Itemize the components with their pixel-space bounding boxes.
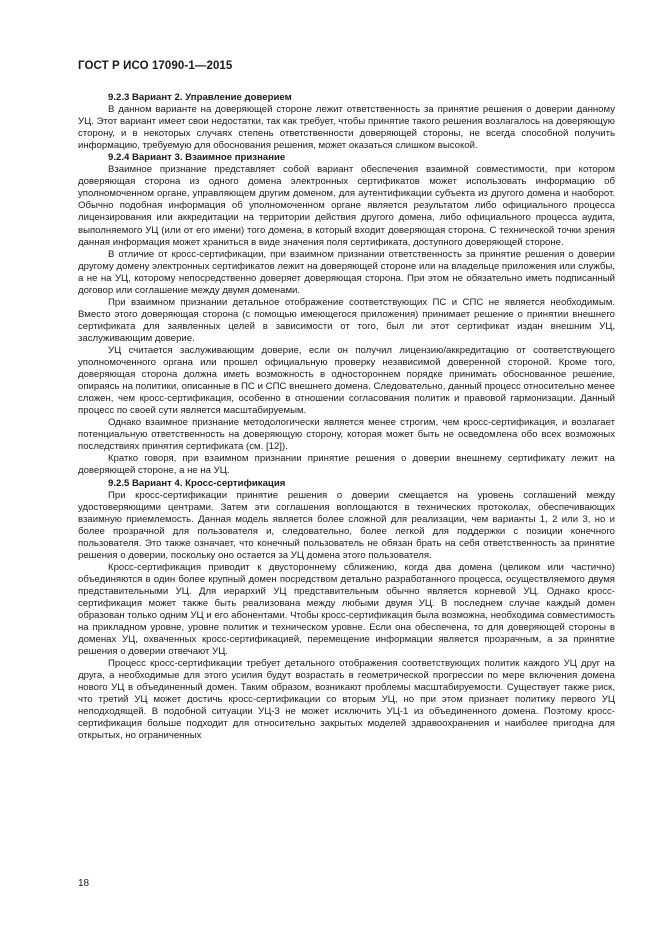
section-heading: 9.2.4 Вариант 3. Взаимное признание xyxy=(108,152,286,164)
body-paragraph: Однако взаимное признание методологически является менее строгим, чем кросс-сертификация, и возлагает потенциальную ответственность на доверяющую сторону, которая может быть не осведомлена обо всех возможных последствиях принятия сертификата (см. [12]). xyxy=(78,417,615,453)
body-paragraph: В данном варианте на доверяющей стороне лежит ответственность за принятие решения о доверии данному УЦ. Этот вариант имеет свои недостатки, так как требует, чтобы принятие такого решения возлагалось на доверяющую сторону, и в некоторых случаях степень ответственности доверяющей стороны, не всегда способной получить информацию, требуемую для обоснования решения, может оказаться слишком высокой. xyxy=(78,104,615,152)
document-header: ГОСТ Р ИСО 17090-1—2015 xyxy=(78,60,233,72)
page-number: 18 xyxy=(78,878,90,889)
body-paragraph: Кросс-сертификация приводит к двустороннему сближению, когда два домена (целиком или частично) объединяются в один более крупный домен посредством детально разработанного процесса, осуществляемого двумя представительными УЦ. Для иерархий УЦ представительным обычно является корневой УЦ. Однако кросс-сертификация может также быть реализована между любыми двумя УЦ. В последнем случае каждый домен образован только одним УЦ и его абонентами. Чтобы кросс-сертификация была возможна, необходима совместимость на прикладном уровне, уровне политик и техническом уровне. Если она обеспечена, то для доверяющей стороны в доменах УЦ, охваченных кросс-сертификацией, перемещение информации является прозрачным, а за принятие решения о доверии отвечают УЦ. xyxy=(78,561,615,658)
body-paragraph: Кратко говоря, при взаимном признании принятие решения о доверии внешнему сертификату лежит на доверяющей стороне, а не на УЦ. xyxy=(78,453,615,477)
body-paragraph: УЦ считается заслуживающим доверие, если он получил лицензию/аккредитацию от соответствующего уполномоченного органа или прошел официальную проверку независимой доверенной стороной. Кроме того, доверяющая сторона должна иметь возможность в одностороннем порядке принимать обоснованное решение, опираясь на политики, описанные в ПС и СПС внешнего домена. Следовательно, данный процесс относительно менее сложен, чем кросс-сертификация, особенно в отношении согласования политик и правовой гармонизации. Данный процесс по своей сути является масштабируемым. xyxy=(78,344,615,417)
body-paragraph: В отличие от кросс-сертификации, при взаимном признании ответственность за принятие решения о доверии другому домену электронных сертификатов лежит на доверяющей стороне или на владельце приложения или службы, а не на УЦ, которому непосредственно доверяет доверяющая сторона. При этом не обязательно иметь подписанный договор или соглашение между двумя доменами. xyxy=(78,248,615,296)
section-heading: 9.2.5 Вариант 4. Кросс-сертификация xyxy=(108,477,286,489)
body-paragraph: При кросс-сертификации принятие решения о доверии смещается на уровень соглашений между удостоверяющими центрами. Затем эти соглашения воплощаются в технических протоколах, обеспечивающих взаимную приемлемость. Данная модель является более сложной для реализации, чем варианты 1, 2 или 3, но и более прозрачной для пользователя и, следовательно, более легкой для поддержки с позиции конечного пользователя. Это также означает, что конечный пользователь не обязан брать на себя ответственность за принятие решения о доверии, поскольку оно остается за УЦ домена этого пользователя. xyxy=(78,489,615,561)
body-paragraph: При взаимном признании детальное отображение соответствующих ПС и СПС не является необходимым. Вместо этого доверяющая сторона (с помощью имеющегося приложения) принимает решение о принятии внешнего сертификата для заявленных целей в зависимости от того, был ли этот сертификат издан внешним УЦ, заслуживающим доверие. xyxy=(78,296,615,344)
document-body xyxy=(78,92,615,743)
section-heading: 9.2.3 Вариант 2. Управление доверием xyxy=(108,92,292,103)
body-paragraph: Взаимное признание представляет собой вариант обеспечения взаимной совместимости, при котором доверяющая сторона из одного домена электронных сертификатов может использовать информацию об уполномоченном органе, управляющем другим доменом, для аутентификации субъекта из другого домена и наоборот. Обычно подобная информация об уполномоченном органе является результатом либо официального процесса лицензирования или аккредитации на территории действия другого домена, либо официального процесса аудита, выполняемого УЦ (или от его имени) того домена, в который входит доверяющая сторона. С технической точки зрения данная информация может храниться в виде значения поля сертификата, доступного доверяющей стороне. xyxy=(78,164,615,248)
body-paragraph: Процесс кросс-сертификации требует детального отображения соответствующих политик каждого УЦ друг на друга, а необходимые для этого усилия будут возрастать в геометрической прогрессии по мере включения домена нового УЦ в объединенный домен. Таким образом, возникают проблемы масштабируемости. Существует также риск, что третий УЦ может достичь кросс-сертификации со вторым УЦ, но при этом признает политику первого УЦ неподходящей. В подобной ситуации УЦ-3 не может исключить УЦ-1 из объединенного домена. Поэтому кросс-сертификация больше подходит для относительно закрытых моделей здравоохранения и наиболее пригодна для открытых, но ограниченных xyxy=(78,658,615,742)
